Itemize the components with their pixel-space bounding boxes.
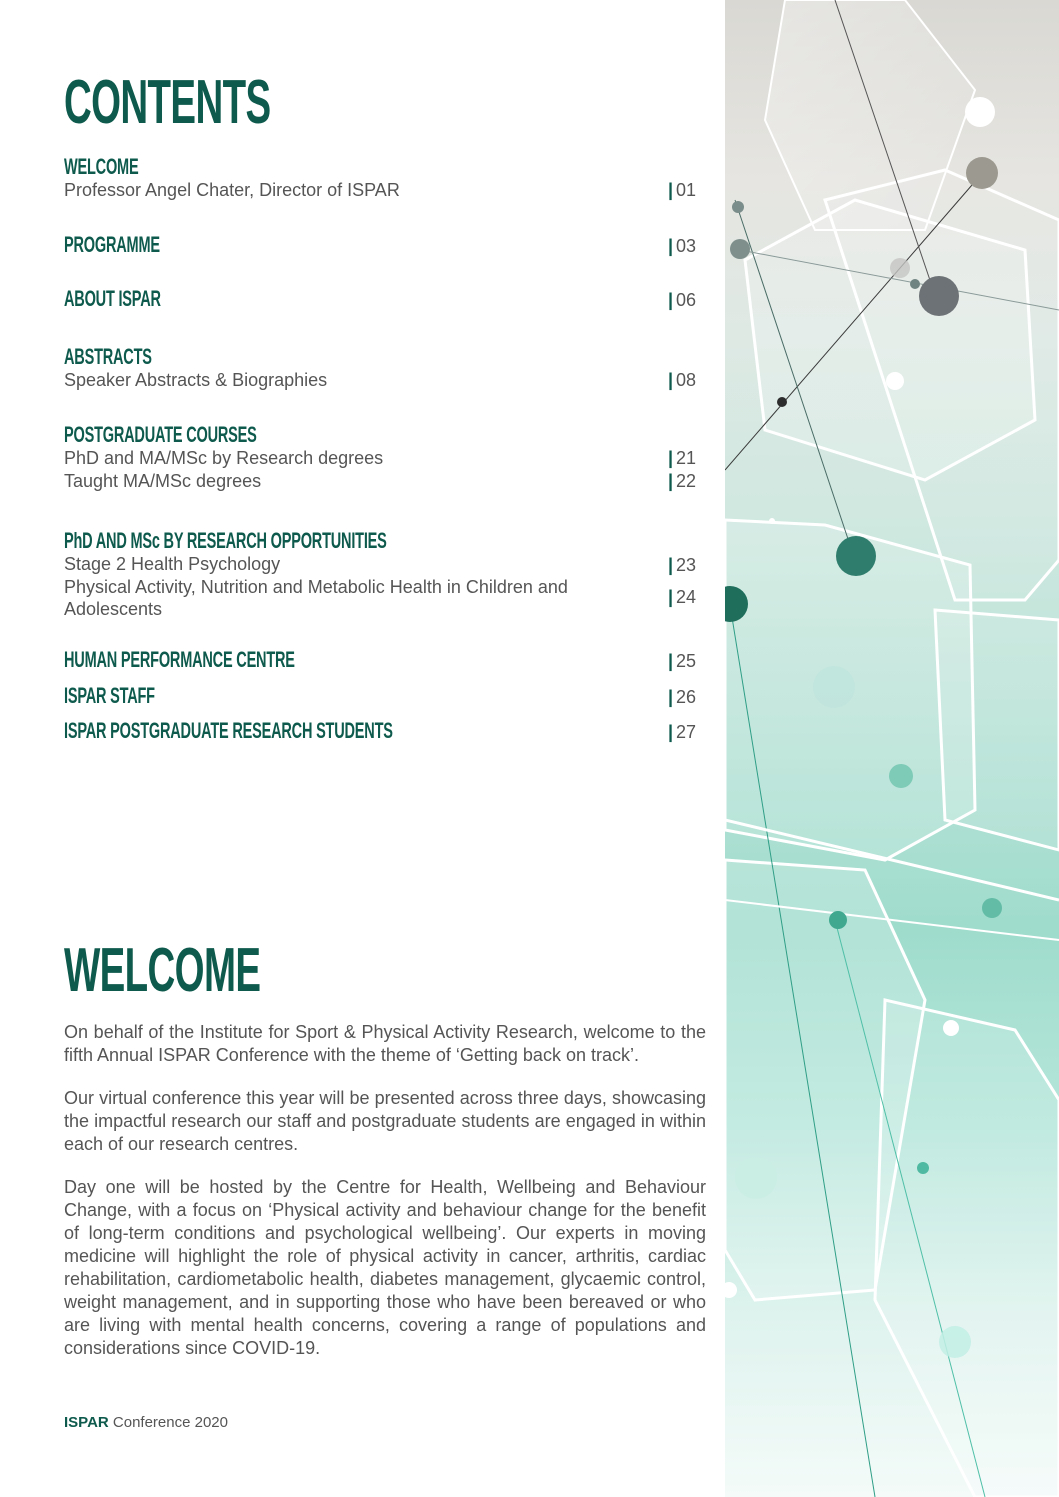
toc-page-number: | 25 xyxy=(668,651,697,671)
toc-entry-label: Stage 2 Health Psychology xyxy=(64,554,281,574)
toc-section-programme[interactable] xyxy=(64,233,704,257)
page-bar-glyph: | xyxy=(668,555,674,575)
toc-section-about-ispar[interactable] xyxy=(64,287,704,311)
toc-section-abstracts[interactable] xyxy=(64,345,704,392)
art-node xyxy=(889,764,913,788)
welcome-paragraph: On behalf of the Institute for Sport & Physical Activity Research, welcome to the fifth Annual ISPAR Conference with the theme of ‘Getting back on track’. xyxy=(64,1022,706,1065)
page-bar-glyph: | xyxy=(668,448,674,468)
toc-section-title: POSTGRADUATE COURSES xyxy=(64,422,257,447)
toc-page-number: | 01 xyxy=(668,180,697,200)
decorative-network-art xyxy=(725,0,1059,1497)
art-node xyxy=(777,397,787,407)
toc-page-number: | 22 xyxy=(668,471,697,491)
toc-section-title: PROGRAMME xyxy=(64,232,160,257)
toc-section-human-performance-centre[interactable] xyxy=(64,648,704,672)
toc-page-number: | 27 xyxy=(668,722,697,742)
toc-page-number: | 23 xyxy=(668,555,697,575)
footer-event xyxy=(64,1414,228,1431)
toc-entry-label: Professor Angel Chater, Director of ISPAR xyxy=(64,180,400,200)
toc-section-title: HUMAN PERFORMANCE CENTRE xyxy=(64,647,295,672)
welcome-paragraph: Day one will be hosted by the Centre for Health, Wellbeing and Behaviour Change, with a focus on ‘Physical activity and behaviour change for the benefit of long-term conditions and psychological wellbeing’. Our experts in moving medicine will highlight the role of physical activity in cancer, arthritis, cardiac rehabilitation, cardiometabolic health, diabetes management, glycaemic control, weight management, and in supporting those who have been bereaved or who are living with mental health concerns, covering a range of populations and considerations since COVID-19. xyxy=(64,1177,706,1358)
page-bar-glyph: | xyxy=(668,180,674,200)
toc-section-research-students[interactable] xyxy=(64,719,704,743)
toc-entry-label: Speaker Abstracts & Biographies xyxy=(64,370,328,390)
footer-brand: ISPAR xyxy=(64,1414,109,1431)
welcome-paragraph: Our virtual conference this year will be presented across three days, showcasing the impactful research our staff and postgraduate students are engaged in within each of our research centres. xyxy=(64,1088,706,1154)
art-node xyxy=(939,1326,971,1358)
art-node xyxy=(910,279,920,289)
art-hexagon xyxy=(935,610,1059,850)
welcome-body xyxy=(64,1021,706,1380)
toc-entry[interactable] xyxy=(64,447,704,470)
page-bar-glyph: | xyxy=(668,236,674,256)
toc-page-number: | 26 xyxy=(668,687,697,707)
art-node xyxy=(769,518,775,524)
art-node xyxy=(813,666,855,708)
art-node xyxy=(943,1020,959,1036)
art-node xyxy=(890,258,910,278)
toc-page-number: | 21 xyxy=(668,448,697,468)
toc-entry-label: Physical Activity, Nutrition and Metabolic Health in Children and Adolescents xyxy=(64,577,568,619)
contents-title: CONTENTS xyxy=(64,68,271,137)
toc-section-title: ISPAR STAFF xyxy=(64,683,155,708)
toc-page-number: | 08 xyxy=(668,370,697,390)
toc-section-title: WELCOME xyxy=(64,154,139,179)
toc-page-number: | 06 xyxy=(668,290,697,310)
toc-entry[interactable] xyxy=(64,369,704,392)
toc-section-welcome[interactable] xyxy=(64,155,704,202)
art-node xyxy=(919,276,959,316)
page-bar-glyph: | xyxy=(668,651,674,671)
toc-section-research-opportunities[interactable] xyxy=(64,529,704,622)
page-bar-glyph: | xyxy=(668,370,674,390)
page-bar-glyph: | xyxy=(668,687,674,707)
art-node xyxy=(917,1162,929,1174)
art-node xyxy=(982,898,1002,918)
toc-page-number: | 03 xyxy=(668,236,697,256)
page-bar-glyph: | xyxy=(668,290,674,310)
toc-entry[interactable] xyxy=(64,553,704,576)
toc-entry[interactable] xyxy=(64,179,704,202)
page-bar-glyph: | xyxy=(668,587,674,607)
art-node xyxy=(965,97,995,127)
toc-page-number: | 24 xyxy=(668,587,697,607)
toc-entry-label: Taught MA/MSc degrees xyxy=(64,471,262,491)
toc-entry[interactable] xyxy=(64,470,704,493)
toc-section-title: ABOUT ISPAR xyxy=(64,286,161,311)
art-node xyxy=(730,239,750,259)
toc-section-title: ABSTRACTS xyxy=(64,344,152,369)
art-node xyxy=(732,201,744,213)
toc-entry-label: PhD and MA/MSc by Research degrees xyxy=(64,448,384,468)
toc-section-title: ISPAR POSTGRADUATE RESEARCH STUDENTS xyxy=(64,718,393,743)
toc-entry[interactable] xyxy=(64,576,704,622)
toc-section-title: PhD AND MSc BY RESEARCH OPPORTUNITIES xyxy=(64,528,387,553)
art-node xyxy=(886,372,904,390)
welcome-title: WELCOME xyxy=(64,936,261,1005)
art-node xyxy=(966,157,998,189)
page-bar-glyph: | xyxy=(668,471,674,491)
footer-event-name: Conference 2020 xyxy=(108,1414,228,1431)
art-node xyxy=(735,1157,777,1199)
page-bar-glyph: | xyxy=(668,722,674,742)
toc-section-ispar-staff[interactable] xyxy=(64,684,704,708)
art-node xyxy=(836,536,876,576)
art-node xyxy=(829,911,847,929)
toc-section-postgraduate-courses[interactable] xyxy=(64,423,704,493)
